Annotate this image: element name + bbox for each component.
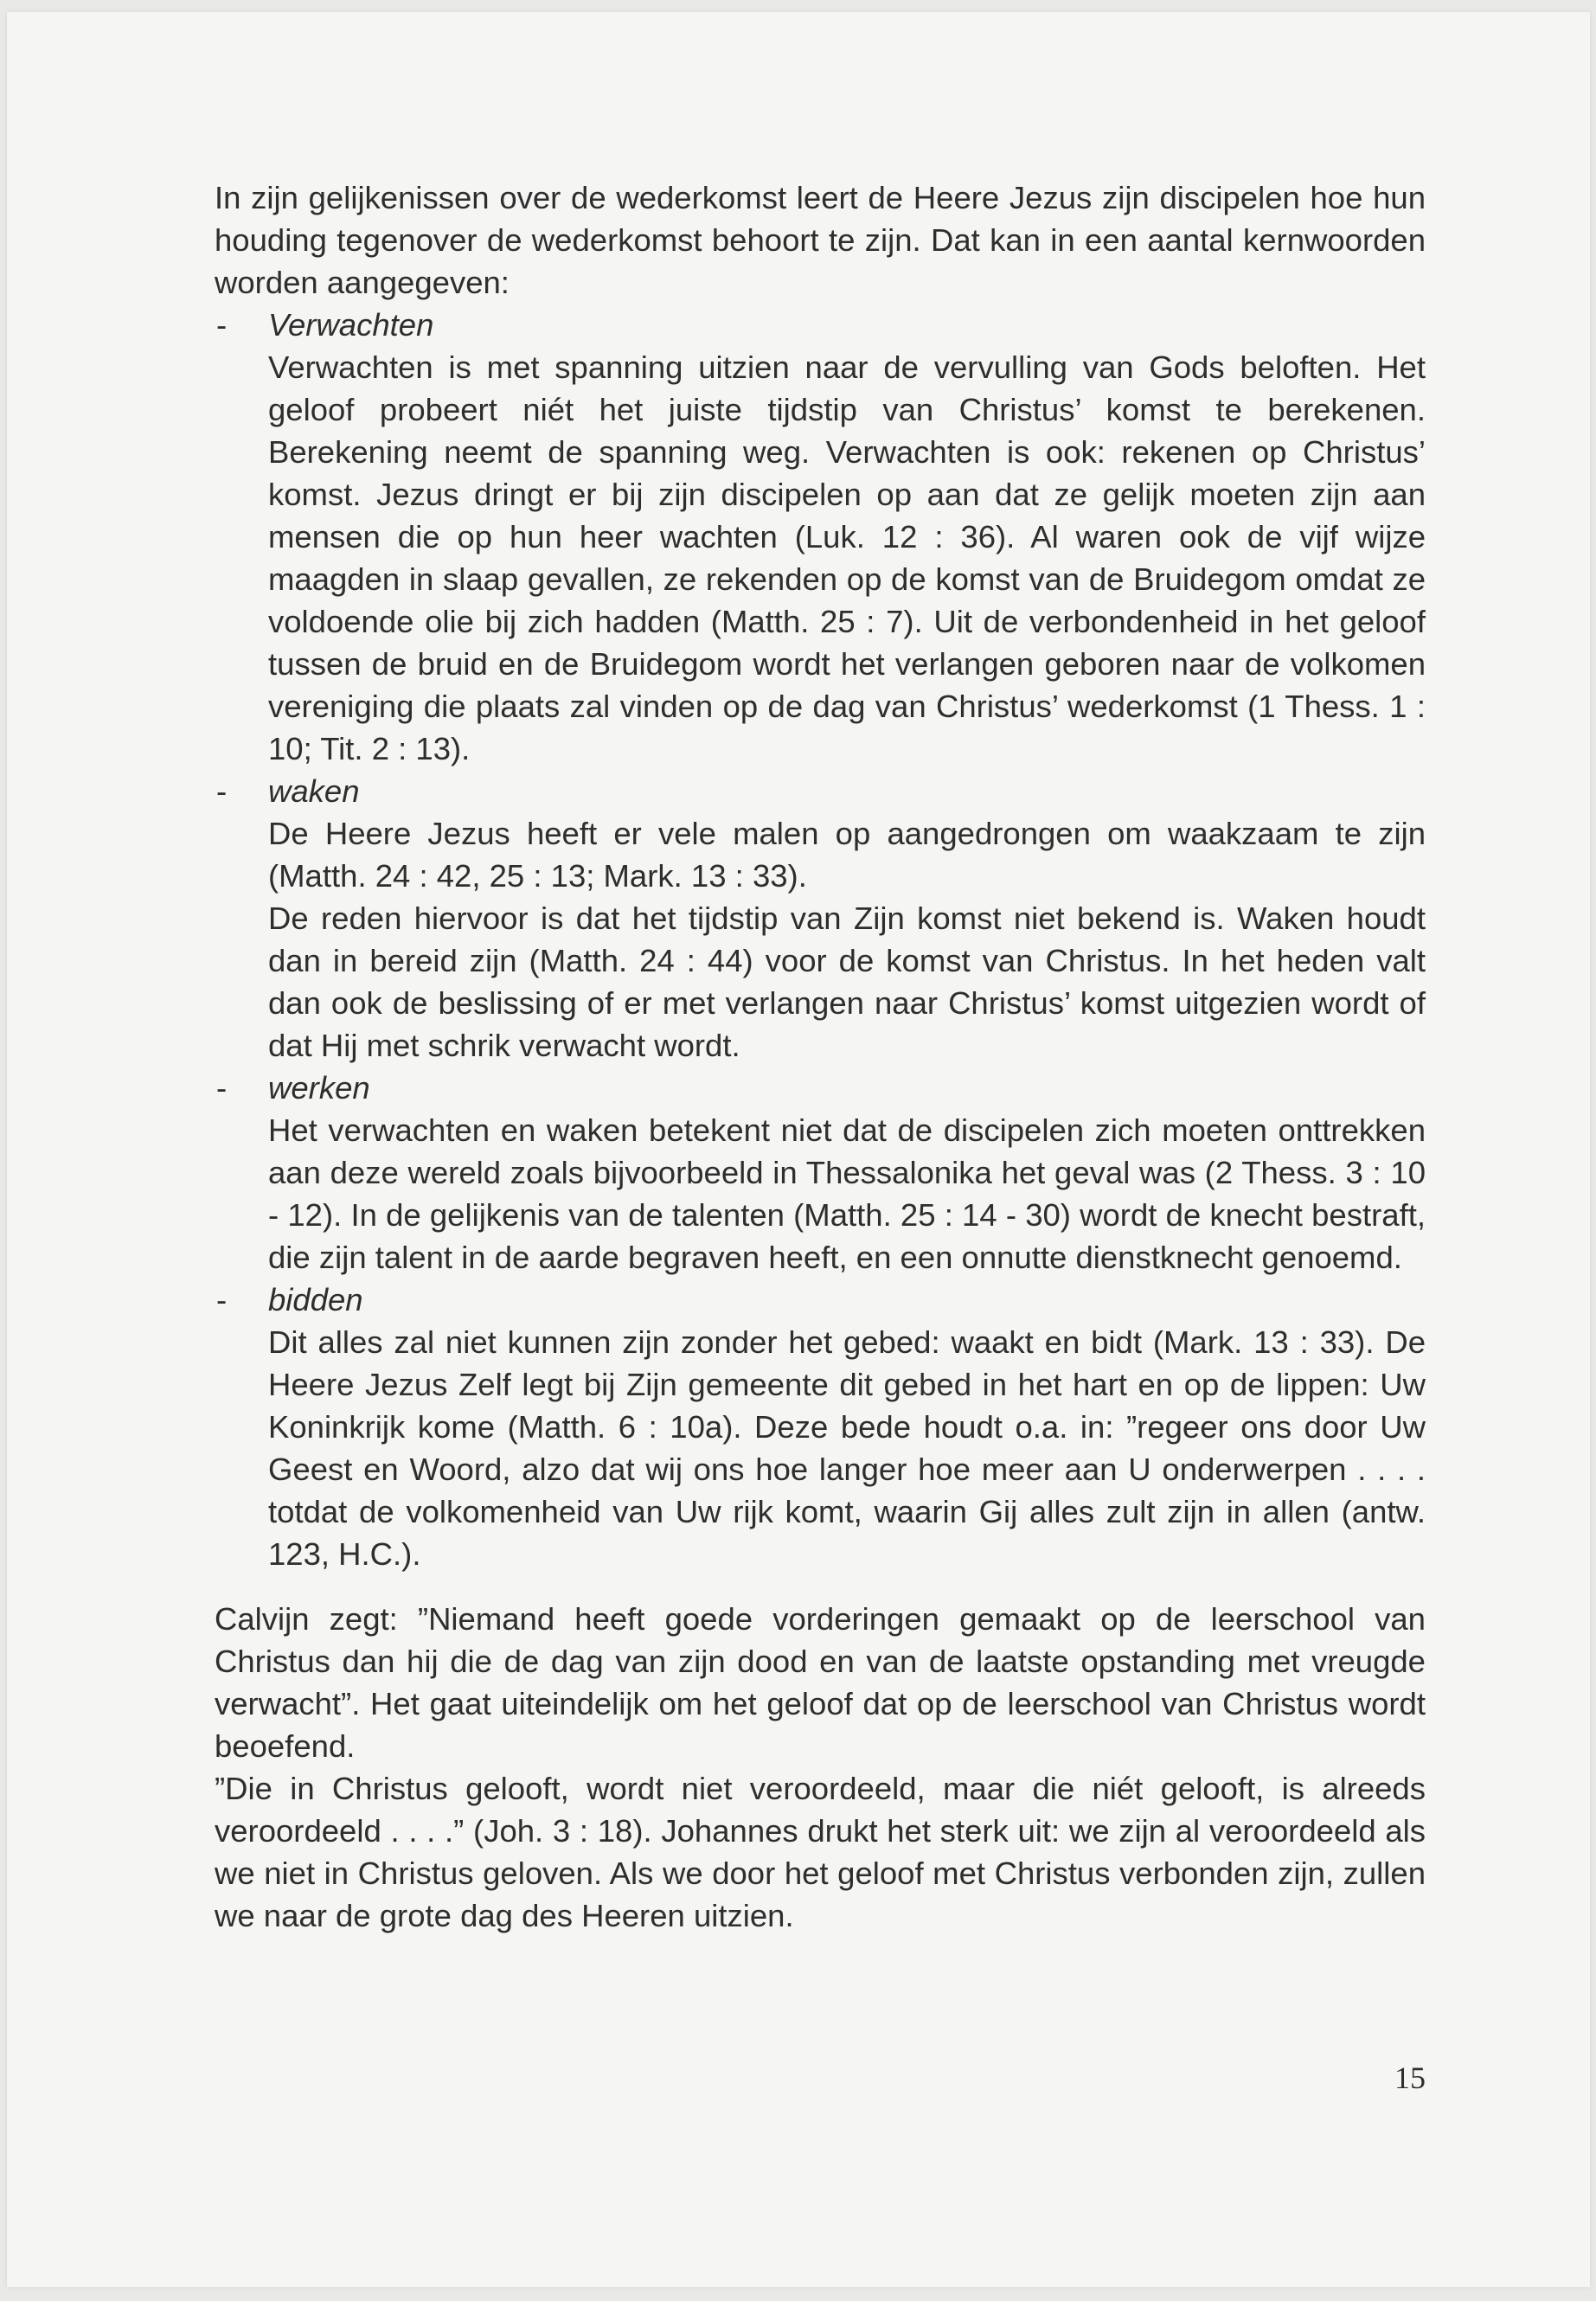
keyword-term: werken [268,1070,370,1106]
keyword-term: Verwachten [268,307,434,343]
keyword-paragraph: De Heere Jezus heeft er vele malen op aangedrongen om waakzaam te zijn (Matth. 24 : 42, 25 : 13; Mark. 13 : 33). [268,816,1426,894]
list-dash: - [216,307,228,343]
keyword-list [215,304,1426,1575]
keyword-term: bidden [268,1282,363,1317]
page-number: 15 [1394,2061,1426,2095]
list-dash: - [216,1282,228,1317]
list-dash: - [216,773,228,809]
list-item-bidden [215,1279,1426,1575]
closing-paragraph: ”Die in Christus gelooft, wordt niet veroordeeld, maar die niét gelooft, is alreeds veroordeeld . . . .” (Joh. 3 : 18). Johannes drukt het sterk uit: we zijn al veroordeeld als we niet in Christus geloven. Als we door het geloof met Christus verbonden zijn, zullen we naar de grote dag des Heeren uitzien. [215,1771,1426,1933]
keyword-paragraph: De reden hiervoor is dat het tijdstip van Zijn komst niet bekend is. Waken houdt dan in bereid zijn (Matth. 24 : 44) voor de komst van Christus. In het heden valt dan ook de beslissing of er met verlangen naar Christus’ komst uitgezien wordt of dat Hij met schrik verwacht wordt. [268,901,1426,1063]
intro-paragraph: In zijn gelijkenissen over de wederkomst leert de Heere Jezus zijn discipelen hoe hun houding tegenover de wederkomst behoort te zijn. Dat kan in een aantal kernwoorden worden aangegeven: [215,180,1426,300]
closing-paragraph: Calvijn zegt: ”Niemand heeft goede vorderingen gemaakt op de leerschool van Christus dan hij die de dag van zijn dood en van de laatste opstanding met vreugde verwacht”. Het gaat uiteindelijk om het geloof dat op de leerschool van Christus wordt beoefend. [215,1601,1426,1764]
list-item-werken [215,1067,1426,1279]
list-item-waken [215,770,1426,1067]
keyword-paragraph: Dit alles zal niet kunnen zijn zonder het gebed: waakt en bidt (Mark. 13 : 33). De Heere Jezus Zelf legt bij Zijn gemeente dit gebed in het hart en op de lippen: Uw Koninkrijk kome (Matth. 6 : 10a). Deze bede houdt o.a. in: ”regeer ons door Uw Geest en Woord, alzo dat wij ons hoe langer hoe meer aan U onderwerpen . . . . totdat de volkomenheid van Uw rijk komt, waarin Gij alles zult zijn in allen (antw. 123, H.C.). [268,1324,1426,1572]
keyword-term: waken [268,773,360,809]
page-body [215,176,1426,1937]
list-item-verwachten [215,304,1426,770]
keyword-paragraph: Het verwachten en waken betekent niet dat de discipelen zich moeten onttrekken aan deze wereld zoals bijvoorbeeld in Thessalonika het geval was (2 Thess. 3 : 10 - 12). In de gelijkenis van de talenten (Matth. 25 : 14 - 30) wordt de knecht bestraft, die zijn talent in de aarde begraven heeft, en een onnutte dienstknecht genoemd. [268,1112,1426,1275]
book-page [7,12,1590,2287]
list-dash: - [216,1070,228,1106]
keyword-paragraph: Verwachten is met spanning uitzien naar de vervulling van Gods beloften. Het geloof probeert niét het juiste tijdstip van Christus’ komst te berekenen. Berekening neemt de spanning weg. Verwachten is ook: rekenen op Christus’ komst. Jezus dringt er bij zijn discipelen op aan dat ze gelijk moeten zijn aan mensen die op hun heer wachten (Luk. 12 : 36). Al waren ook de vijf wijze maagden in slaap gevallen, ze rekenden op de komst van de Bruidegom omdat ze voldoende olie bij zich hadden (Matth. 25 : 7). Uit de verbondenheid in het geloof tussen de bruid en de Bruidegom wordt het verlangen geboren naar de volkomen vereniging die plaats zal vinden op de dag van Christus’ wederkomst (1 Thess. 1 : 10; Tit. 2 : 13). [268,349,1426,766]
